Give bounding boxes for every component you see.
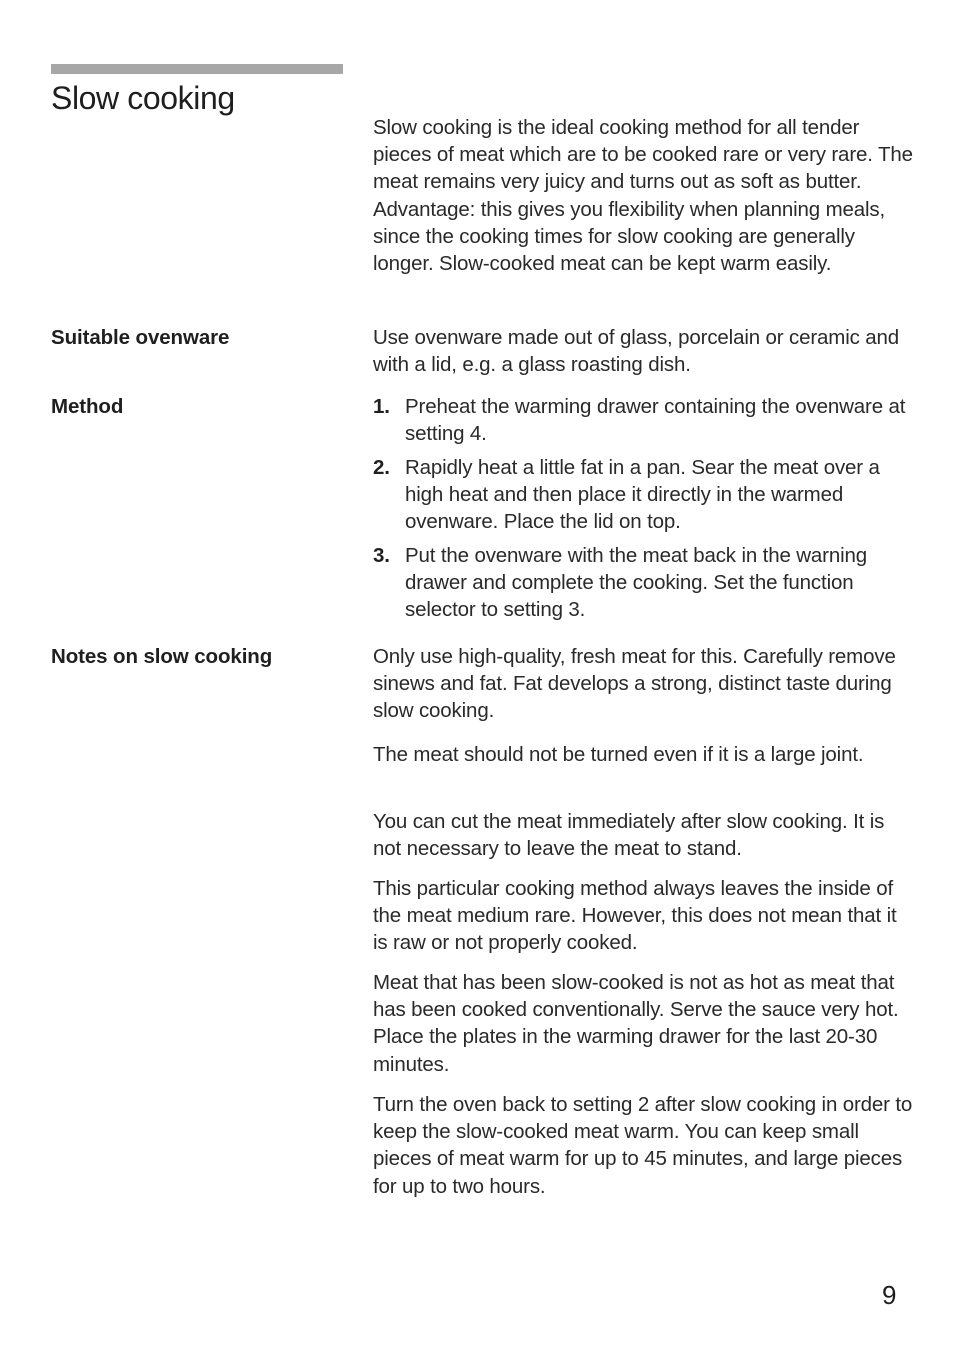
step-number: 3.: [373, 544, 390, 567]
notes-paragraph: Turn the oven back to setting 2 after slow cooking in order to keep the slow-cooked meat warm. You can keep small pieces of meat warm for up to 45 minutes, and large pieces for up to two hours.: [373, 1093, 913, 1198]
notes-label: Notes on slow cooking: [51, 645, 273, 668]
page-number: 9: [882, 1280, 897, 1310]
step-number: 1.: [373, 395, 390, 418]
step-number: 2.: [373, 456, 390, 479]
notes-paragraph: You can cut the meat immediately after slow cooking. It is not necessary to leave the meat to stand.: [373, 810, 885, 861]
page-title: Slow cooking: [51, 80, 235, 116]
ovenware-paragraph: Use ovenware made out of glass, porcelain or ceramic and with a lid, e.g. a glass roasting dish.: [373, 326, 900, 377]
intro-paragraph: Slow cooking is the ideal cooking method for all tender pieces of meat which are to be cooked rare or very rare. The meat remains very juicy and turns out as soft as butter. Advantage: this gives you flexibility when planning meals, since the cooking times for slow cooking are generally longer. Slow-cooked meat can be kept warm easily.: [373, 116, 913, 276]
notes-paragraph: This particular cooking method always leaves the inside of the meat medium rare. However, this does not mean that it is raw or not properly cooked.: [373, 877, 897, 955]
notes-paragraph: The meat should not be turned even if it is a large joint.: [373, 743, 864, 766]
step-text: Preheat the warming drawer containing the ovenware at setting 4.: [405, 395, 906, 446]
title-rule: [51, 64, 343, 74]
method-step: [373, 393, 913, 447]
step-text: Put the ovenware with the meat back in the warning drawer and complete the cooking. Set the function selector to setting 3.: [405, 544, 867, 622]
ovenware-label: Suitable ovenware: [51, 326, 230, 349]
method-step: [373, 454, 913, 536]
step-text: Rapidly heat a little fat in a pan. Sear the meat over a high heat and then place it directly in the warmed ovenware. Place the lid on top.: [405, 456, 880, 534]
method-step: [373, 542, 913, 624]
method-label: Method: [51, 395, 124, 418]
notes-paragraph: Only use high-quality, fresh meat for this. Carefully remove sinews and fat. Fat develops a strong, distinct taste during slow cooking.: [373, 645, 896, 723]
notes-paragraph: Meat that has been slow-cooked is not as hot as meat that has been cooked conventionally. Serve the sauce very hot. Place the plates in the warming drawer for the last 20-30 minutes.: [373, 971, 899, 1076]
